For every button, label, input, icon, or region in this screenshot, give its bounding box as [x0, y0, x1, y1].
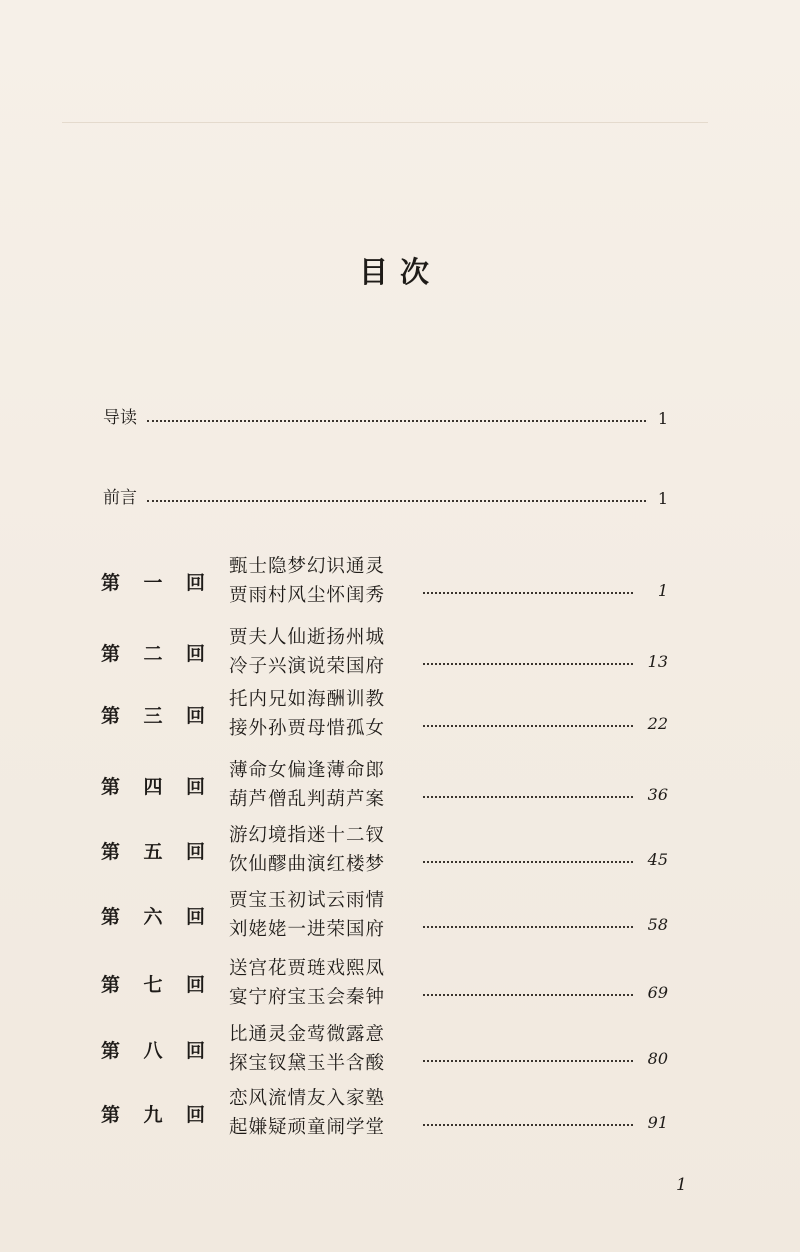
page-number: 13	[647, 652, 668, 671]
page-number: 45	[647, 850, 668, 869]
toc-entry-front-matter	[103, 478, 668, 508]
chapter-number: 第 四 回	[101, 776, 205, 798]
dot-leader	[423, 926, 633, 928]
dot-leader	[423, 861, 633, 863]
chapter-title: 甄士隐梦幻识通灵 贾雨村风尘怀闺秀	[229, 556, 386, 606]
chapter-number: 第 二 回	[101, 643, 205, 665]
page-number: 80	[647, 1049, 668, 1068]
toc-entry-chapter	[101, 623, 668, 683]
toc-entry-front-matter	[103, 398, 668, 428]
page-title: 目次	[358, 255, 441, 289]
dot-leader	[423, 994, 633, 996]
chapter-title: 薄命女偏逢薄命郎 葫芦僧乱判葫芦案	[229, 760, 386, 810]
toc-entry-chapter	[101, 552, 668, 612]
page-number: 91	[647, 1113, 668, 1132]
chapter-number: 第 三 回	[101, 705, 205, 727]
toc-entry-chapter	[101, 886, 668, 946]
chapter-title: 游幻境指迷十二钗 饮仙醪曲演红楼梦	[229, 825, 386, 875]
dot-leader	[423, 592, 633, 594]
toc-entry-chapter	[101, 756, 668, 816]
dot-leader	[147, 500, 646, 502]
page-number: 58	[647, 915, 668, 934]
dot-leader	[423, 1124, 633, 1126]
page-number: 36	[647, 785, 668, 804]
dot-leader	[147, 420, 646, 422]
page-number: 1	[657, 581, 668, 600]
toc-entry-chapter	[101, 685, 668, 745]
toc-entry-chapter	[101, 821, 668, 881]
chapter-number: 第 九 回	[101, 1104, 205, 1126]
chapter-number: 第 六 回	[101, 906, 205, 928]
toc-entry-chapter	[101, 954, 668, 1014]
entry-label: 导读	[103, 408, 137, 428]
bleed-through-rule	[62, 122, 708, 123]
entry-label: 前言	[103, 488, 137, 508]
chapter-title: 贾夫人仙逝扬州城 冷子兴演说荣国府	[229, 627, 386, 677]
dot-leader	[423, 725, 633, 727]
chapter-number: 第 七 回	[101, 974, 205, 996]
page-number: 22	[647, 714, 668, 733]
chapter-title: 托内兄如海酬训教 接外孙贾母惜孤女	[229, 689, 386, 739]
folio-page-number: 1	[676, 1175, 687, 1195]
page-number: 69	[647, 983, 668, 1002]
chapter-number: 第 八 回	[101, 1040, 205, 1062]
dot-leader	[423, 663, 633, 665]
chapter-number: 第 五 回	[101, 841, 205, 863]
dot-leader	[423, 796, 633, 798]
chapter-number: 第 一 回	[101, 572, 205, 594]
toc-entry-chapter	[101, 1020, 668, 1080]
dot-leader	[423, 1060, 633, 1062]
page-number: 1	[657, 489, 668, 508]
page-number: 1	[657, 409, 668, 428]
chapter-title: 恋风流情友入家塾 起嫌疑顽童闹学堂	[229, 1088, 386, 1138]
chapter-title: 比通灵金莺微露意 探宝钗黛玉半含酸	[229, 1024, 386, 1074]
chapter-title: 贾宝玉初试云雨情 刘姥姥一进荣国府	[229, 890, 386, 940]
chapter-title: 送宫花贾琏戏熙凤 宴宁府宝玉会秦钟	[229, 958, 386, 1008]
toc-entry-chapter	[101, 1084, 668, 1144]
